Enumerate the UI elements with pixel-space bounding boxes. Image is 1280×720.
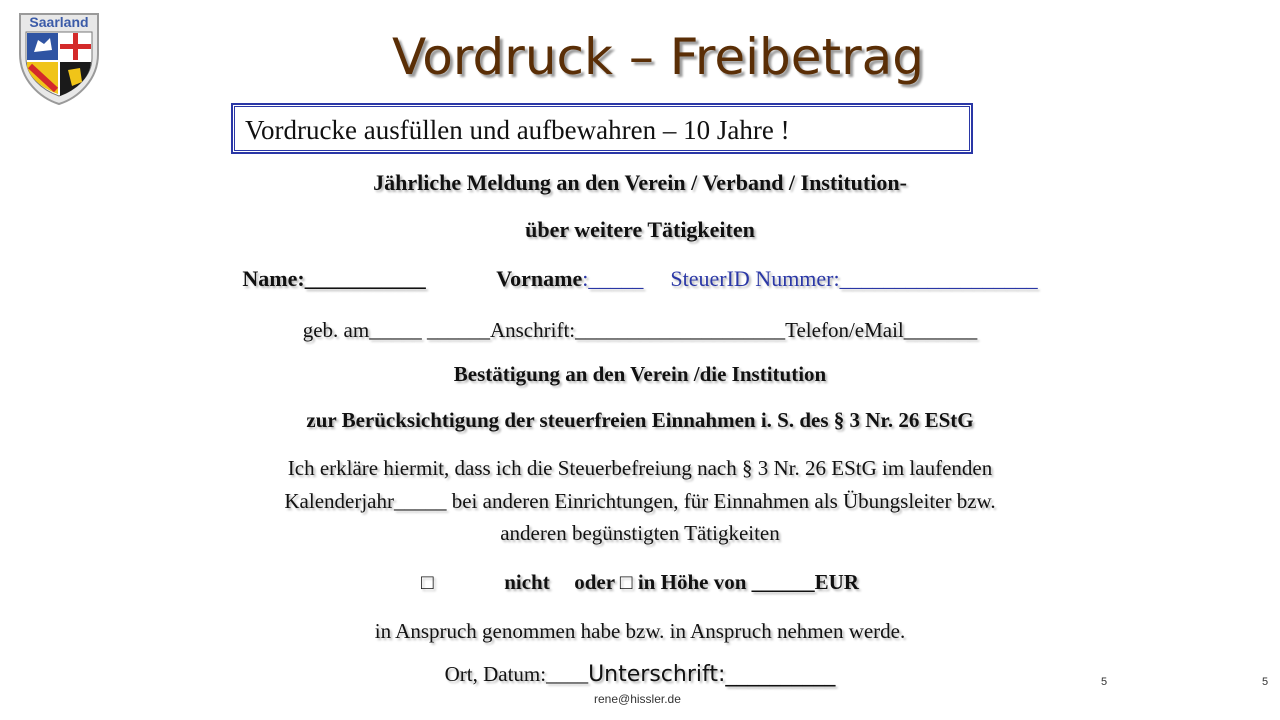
signature-field[interactable]: Unterschrift:__________ <box>588 662 836 687</box>
page-title: Vordruck – Freibetrag <box>391 28 925 86</box>
logo-text: Saarland <box>29 14 89 30</box>
declaration-line-2: Kalenderjahr_____ bei anderen Einrichtungen, für Einnahmen als Übungsleiter bzw. <box>284 489 996 513</box>
option-not-claimed-label: nicht <box>504 570 550 594</box>
signature-row <box>0 662 1280 687</box>
form-heading-1: Jährliche Meldung an den Verein / Verband / Institution- <box>373 170 907 195</box>
address-row: geb. am_____ ______Anschrift:____________________Telefon/eMail_______ <box>302 318 978 342</box>
steuerid-field[interactable]: __________________ <box>839 266 1038 291</box>
declaration-line-1: Ich erkläre hiermit, dass ich die Steuerbefreiung nach § 3 Nr. 26 EStG im laufenden <box>287 456 993 480</box>
notice-box: Vordrucke ausfüllen und aufbewahren – 10 Jahre ! <box>231 103 973 154</box>
name-row <box>0 266 1280 292</box>
name-label: Name: <box>242 266 305 291</box>
footer-email: rene@hissler.de <box>594 692 681 706</box>
confirm-heading: Bestätigung an den Verein /die Institution <box>453 362 827 386</box>
confirm-subheading: zur Berücksichtigung der steuerfreien Einnahmen i. S. des § 3 Nr. 26 EStG <box>306 408 974 432</box>
steuerid-label: SteuerID Nummer: <box>670 266 840 291</box>
page-number-corner: 5 <box>1262 676 1269 688</box>
checkbox-not-claimed[interactable]: □ <box>421 570 434 594</box>
claim-text: in Anspruch genommen habe bzw. in Anspruch nehmen werde. <box>374 619 906 643</box>
vorname-label: Vorname <box>496 266 583 291</box>
place-date-field[interactable]: Ort, Datum:____ <box>444 662 589 686</box>
vorname-field[interactable]: :_____ <box>582 266 644 291</box>
name-field[interactable]: ___________ <box>304 266 426 291</box>
form-heading-2: über weitere Tätigkeiten <box>525 217 755 242</box>
option-amount-claimed[interactable]: oder □ in Höhe von ______EUR <box>574 570 859 594</box>
page-number: 5 <box>1101 676 1108 688</box>
declaration-line-3: anderen begünstigten Tätigkeiten <box>500 521 780 545</box>
options-row <box>0 570 1280 595</box>
